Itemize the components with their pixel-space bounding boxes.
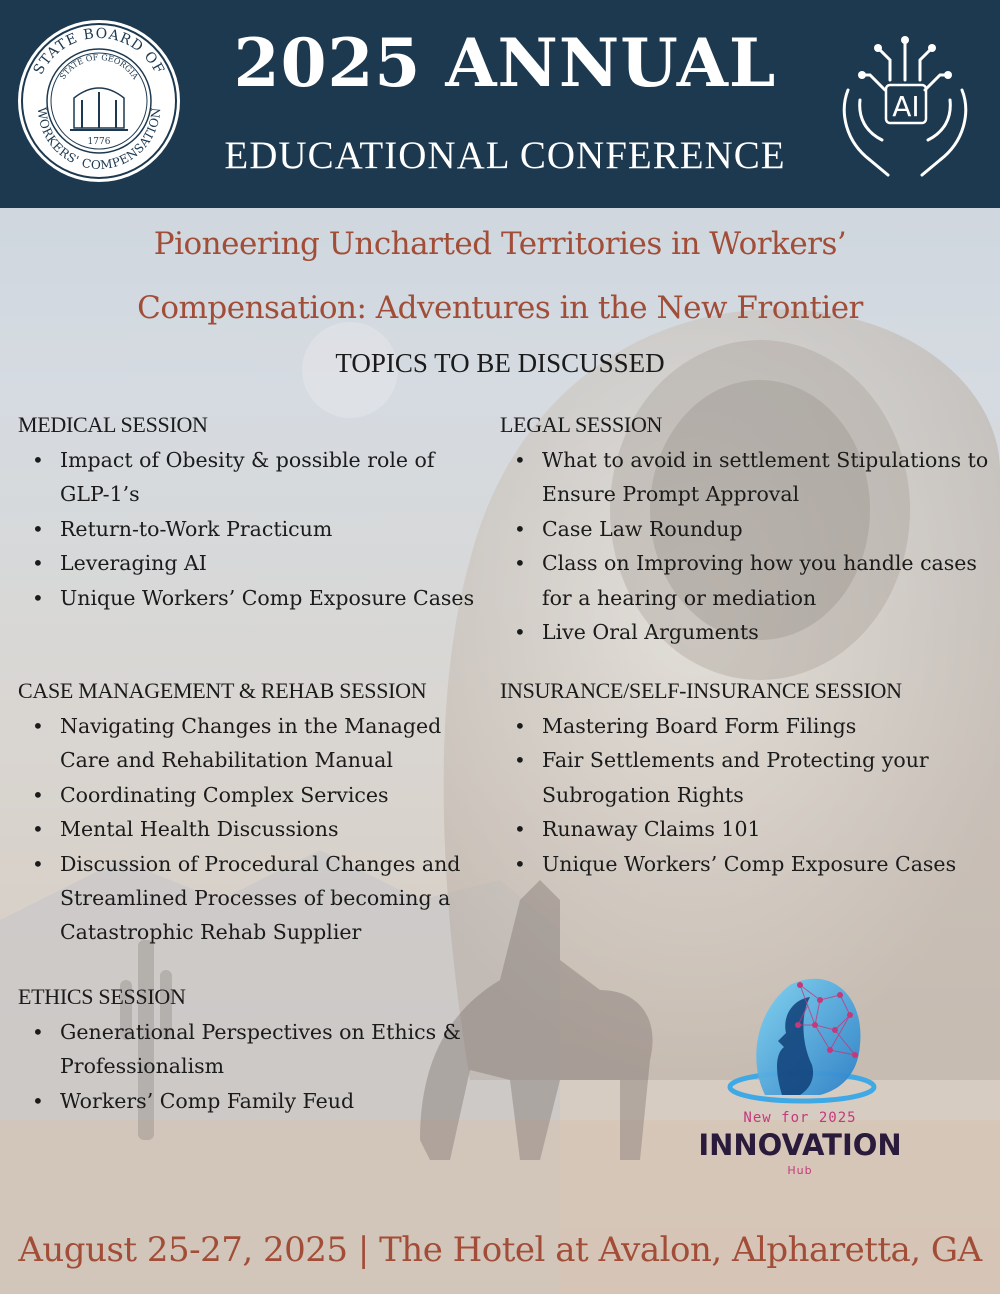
svg-text:STATE OF GEORGIA: STATE OF GEORGIA bbox=[58, 52, 140, 81]
innovation-new-label: New for 2025 bbox=[743, 1110, 857, 1126]
list-item: • Navigating Changes in the Managed Care and Rehabilitation Manual bbox=[18, 709, 488, 778]
list-item: • What to avoid in settlement Stipulations to Ensure Prompt Approval bbox=[500, 443, 990, 512]
list-item: • Mastering Board Form Filings bbox=[500, 709, 990, 743]
session-title: INSURANCE/SELF-INSURANCE SESSION bbox=[500, 678, 902, 703]
list-item: • Generational Perspectives on Ethics & Professionalism bbox=[18, 1015, 488, 1084]
list-item: • Fair Settlements and Protecting your Subrogation Rights bbox=[500, 743, 990, 812]
session-topic-list bbox=[500, 709, 990, 881]
list-item: • Live Oral Arguments bbox=[500, 615, 990, 649]
topics-heading: TOPICS TO BE DISCUSSED bbox=[335, 348, 665, 378]
list-item: • Leveraging AI bbox=[18, 546, 488, 580]
session-topic-list bbox=[18, 1015, 488, 1118]
session-title: LEGAL SESSION bbox=[500, 412, 663, 437]
event-date-location: August 25-27, 2025 | The Hotel at Avalon, Alpharetta, GA bbox=[18, 1230, 982, 1270]
svg-text:AI: AI bbox=[892, 90, 920, 123]
conference-subtitle: EDUCATIONAL CONFERENCE bbox=[224, 134, 786, 177]
session-title: ETHICS SESSION bbox=[18, 984, 186, 1009]
ethics-session bbox=[18, 982, 488, 1118]
conference-tagline bbox=[30, 212, 970, 340]
list-item: • Case Law Roundup bbox=[500, 512, 990, 546]
list-item: • Discussion of Procedural Changes and Streamlined Processes of becoming a Catastrophic Rehab Supplier bbox=[18, 847, 488, 950]
conference-title: 2025 ANNUAL bbox=[233, 24, 777, 102]
list-item: • Mental Health Discussions bbox=[18, 812, 488, 846]
list-item: • Class on Improving how you handle cases for a hearing or mediation bbox=[500, 546, 990, 615]
session-title: CASE MANAGEMENT & REHAB SESSION bbox=[18, 678, 427, 703]
session-topic-list bbox=[18, 443, 488, 615]
case-management-session bbox=[18, 676, 488, 950]
tagline-line-2: Compensation: Adventures in the New Frontier bbox=[137, 290, 863, 326]
tagline-line-1: Pioneering Uncharted Territories in Workers’ bbox=[153, 226, 847, 262]
insurance-session bbox=[500, 676, 990, 881]
ai-hands-icon bbox=[830, 30, 980, 180]
svg-text:1776: 1776 bbox=[87, 137, 111, 147]
list-item: • Impact of Obesity & possible role of GLP-1’s bbox=[18, 443, 488, 512]
session-topic-list bbox=[500, 443, 990, 649]
list-item: • Runaway Claims 101 bbox=[500, 812, 990, 846]
innovation-hub-label: Hub bbox=[787, 1164, 813, 1177]
medical-session bbox=[18, 410, 488, 615]
list-item: • Unique Workers’ Comp Exposure Cases bbox=[18, 581, 488, 615]
session-title: MEDICAL SESSION bbox=[18, 412, 208, 437]
list-item: • Return-to-Work Practicum bbox=[18, 512, 488, 546]
list-item: • Coordinating Complex Services bbox=[18, 778, 488, 812]
legal-session bbox=[500, 410, 990, 649]
svg-text:STATE BOARD OF: STATE BOARD OF bbox=[30, 25, 168, 78]
list-item: • Unique Workers’ Comp Exposure Cases bbox=[500, 847, 990, 881]
list-item: • Workers’ Comp Family Feud bbox=[18, 1084, 488, 1118]
innovation-name: INNOVATION bbox=[698, 1128, 902, 1162]
session-topic-list bbox=[18, 709, 488, 950]
svg-text:WORKERS' COMPENSATION: WORKERS' COMPENSATION bbox=[34, 106, 164, 173]
state-seal-icon bbox=[16, 18, 182, 184]
